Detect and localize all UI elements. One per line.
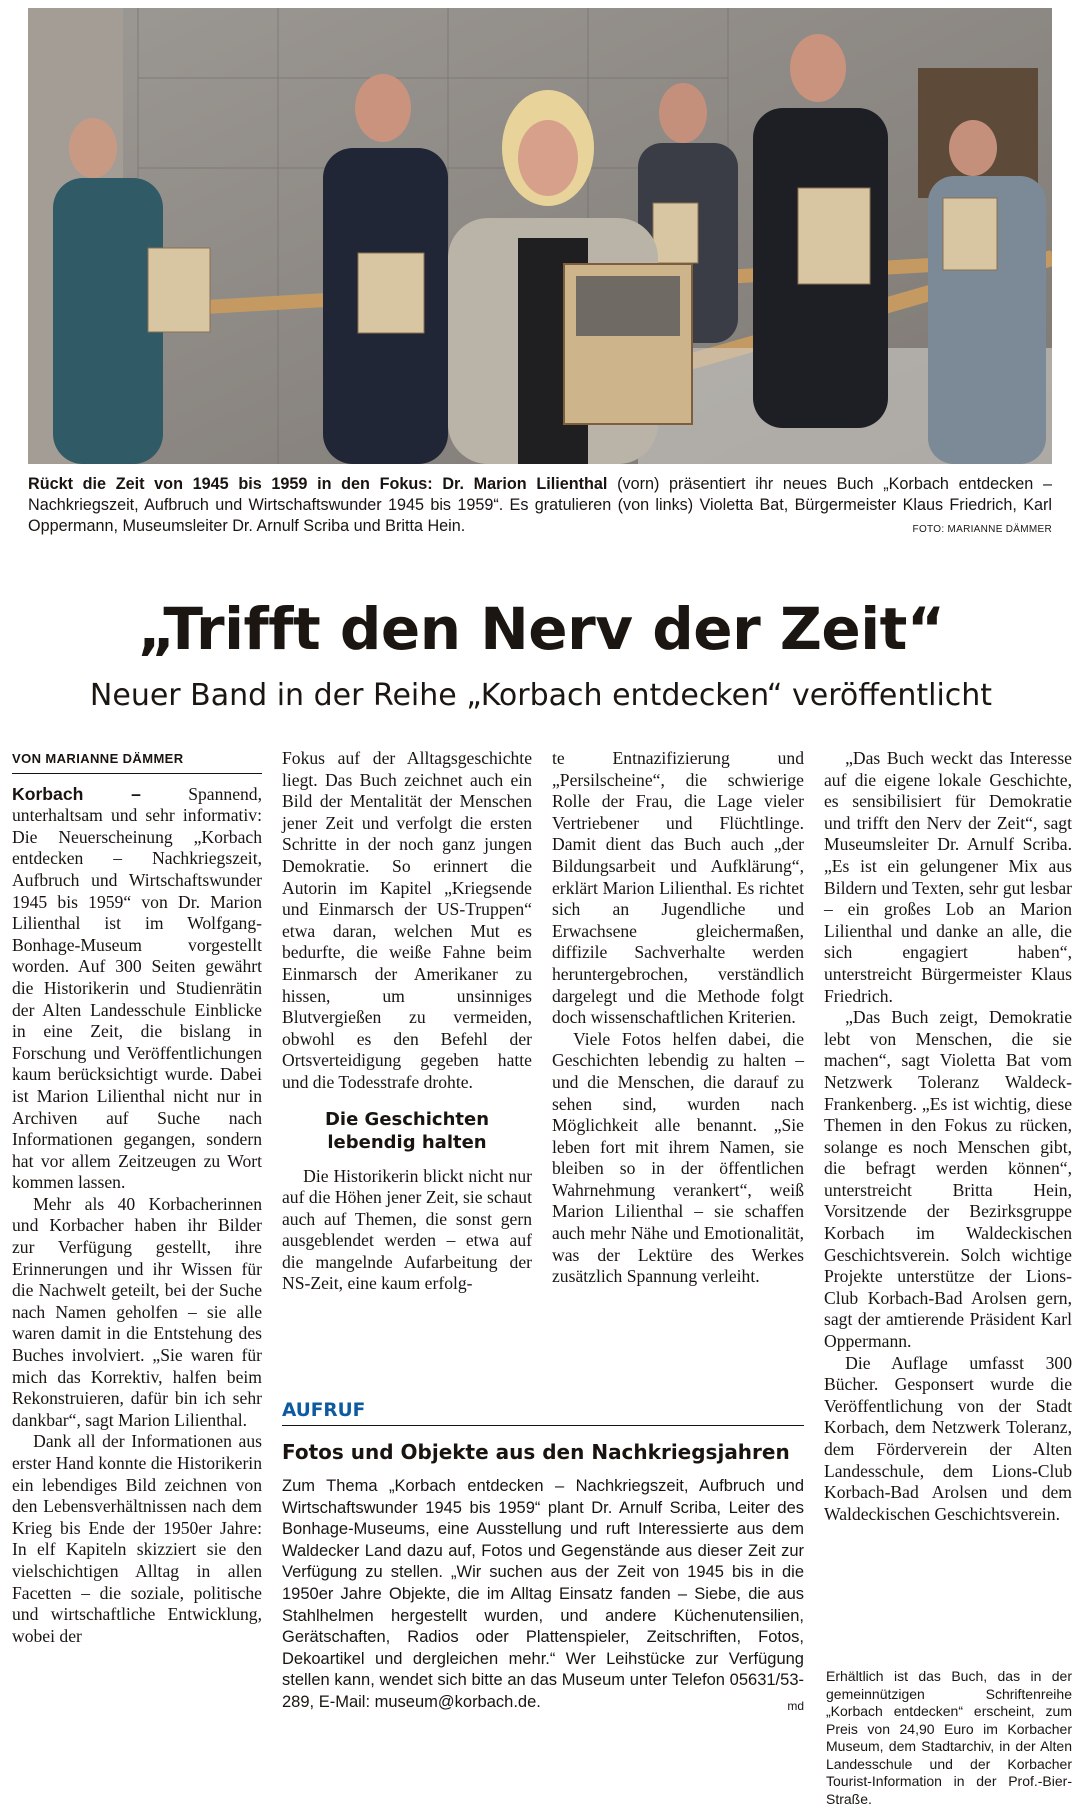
byline: VON MARIANNE DÄMMER: [12, 748, 262, 774]
aufruf-text: Zum Thema „Korbach entdecken – Nachkriegszeit, Aufbruch und Wirtschaftswunder 1945 bis 1959“ plant Dr. Arnulf Scriba, Leiter des Bonhage-Museums, eine Ausstellung und ruft Interessierte aus dem Waldecker Land dazu auf, Fotos und Gegenstände aus dieser Zeit zur Verfügung zu stellen. „Wir suchen aus der Zeit von 1945 bis in die 1950er Jahre Objekte, die im Alltag Einsatz fanden – Siebe, die aus Stahlhelmen hergestellt wurden, und andere Küchenutensilien, Gerätschaften, Radios oder Plattenspieler, Zeitschriften, Fotos, Dekoartikel und dergleichen mehr.“ Wer Leihstücke zur Verfügung stellen kann, wendet sich bitte an das Museum unter Telefon 05631/53-289, E-Mail: museum@korbach.de.: [282, 1477, 804, 1711]
caption-lead: Rückt die Zeit von 1945 bis 1959 in den Fokus: Dr. Marion Lilienthal: [28, 475, 608, 493]
article-paragraph: Dank all der Informationen aus erster Hand konnte die Historikerin ein lebendiges Bild zeichnen von den Lebensverhältnissen nach dem Krieg bis Ende der 1950er Jahre: In elf Kapiteln skizziert sie den vielschichtigen Alltag in allen Facetten – die soziale, politische und wirtschaftliche Entwicklung, wobei der: [12, 1431, 262, 1646]
paragraph-text: Spannend, unterhaltsam und sehr informativ: Die Neuerscheinung „Korbach entdecken – Nachkriegszeit, Aufbruch und Wirtschaftswunder 1945 bis 1959“ von Dr. Marion Lilienthal ist im Wolfgang-Bonhage-Museum vorgestellt worden. Auf 300 Seiten gewährt die Historikerin und Studienrätin der Alten Landesschule Einblicke in eine Zeit, die bislang in Forschung und Veröffentlichungen kaum berücksichtigt wurde. Dabei ist Marion Lilienthal nicht nur in Archiven auf Suche nach Informationen gegangen, sondern hat vor allem Zeitzeugen zu Wort kommen lassen.: [12, 783, 262, 1193]
headline: „Trifft den Nerv der Zeit“: [137, 595, 945, 663]
photo-credit: FOTO: MARIANNE DÄMMER: [912, 524, 1052, 535]
article-column-4: [824, 748, 1072, 1525]
photo-caption: [28, 474, 1052, 540]
article-column-3: [552, 748, 804, 1288]
aufruf-title: Fotos und Objekte aus den Nachkriegsjahren: [282, 1440, 790, 1464]
article-paragraph: te Entnazifizierung und „Persilscheine“, die schwierige Rolle der Frau, die Lage vieler Vertriebener und Flüchtlinge. Damit dient das Buch auch „der Bildungsarbeit und Aufklärung“, erklärt Marion Lilienthal. Es richtet sich an Jugendliche und Erwachsene gleichermaßen, diffizile Sachverhalte werden heruntergebrochen, verständlich dargelegt und die Methode folgt doch wissenschaftlichen Kriterien.: [552, 748, 804, 1028]
aufruf-body: [282, 1476, 804, 1714]
article-paragraph: Die Historikerin blickt nicht nur auf die Höhen jener Zeit, sie schaut auch auf Themen, die sonst gern ausgeblendet werden – etwa auf die mangelnde Aufarbeitung der NS-Zeit, eine kaum erfolg-: [282, 1165, 532, 1294]
article-paragraph: Fokus auf der Alltagsgeschichte liegt. Das Buch zeichnet auch ein Bild der Mentalität der Menschen jener Zeit und verfolgt die ersten Schritte in der noch ganz jungen Demokratie. So erinnert die Autorin im Kapitel „Kriegsende und Einmarsch der US-Truppen“ etwa daran, welchen Mut es bedurfte, die weiße Fahne beim Einmarsch der Amerikaner zu hissen, um unsinniges Blutvergießen zu vermeiden, obwohl es den Befehl der Ortsverteidigung gegeben hatte und die Todesstrafe drohte.: [282, 748, 532, 1092]
article-column-2: [282, 748, 532, 1295]
section-subhead: Die Geschichten lebendig halten: [324, 1108, 490, 1153]
article-paragraph: „Das Buch weckt das Interesse auf die eigene lokale Geschichte, es sensibilisiert für Demokratie und trifft den Nerv der Zeit“, sagt Museumsleiter Dr. Arnulf Scriba. „Es ist ein gelungener Mix aus Bildern und Texten, sehr gut lesbar – ein großes Lob an Marion Lilienthal und danke an alle, die sich engagiert haben“, unterstreicht Bürgermeister Klaus Friedrich.: [824, 748, 1072, 1006]
article-paragraph: Mehr als 40 Korbacherinnen und Korbacher haben ihr Bilder zur Verfügung gestellt, ihre Erinnerungen und ihr Wissen für die Nachwelt geteilt, bei der Suche nach Namen geholfen – sie alle waren damit in die Entstehung des Buches involviert. „Sie waren für mich das Korrektiv, halfen beim Rekonstruieren, dafür bin ich sehr dankbar“, sagt Marion Lilienthal.: [12, 1193, 262, 1430]
article-paragraph: [12, 784, 262, 1194]
dateline: Korbach –: [12, 783, 141, 804]
group-photo-image: [28, 8, 1052, 464]
article-column-1: [12, 748, 262, 1647]
article-paragraph: „Das Buch zeigt, Demokratie lebt von Menschen, die sie machen“, sagt Violetta Bat vom Netzwerk Toleranz Waldeck-Frankenberg. „Es ist wichtig, diese Themen in den Fokus zu rücken, solange es noch Menschen gibt, die befragt werden können“, unterstreicht Britta Hein, Vorsitzende der Bezirksgruppe Korbach im Waldeckischen Geschichtsverein. Solch wichtige Projekte unterstütze der Lions-Club Korbach-Bad Arolsen gern, sagt der amtierende Präsident Karl Oppermann.: [824, 1007, 1072, 1352]
subheadline: Neuer Band in der Reihe „Korbach entdecken“ veröffentlicht: [89, 678, 993, 713]
article-paragraph: Die Auflage umfasst 300 Bücher. Gesponsert wurde die Veröffentlichung von der Stadt Korbach, dem Netzwerk Toleranz, dem Förderverein der Alten Landesschule, dem Lions-Club Korbach-Bad Arolsen und dem Waldeckischen Geschichtsverein.: [824, 1352, 1072, 1524]
photo-illustration: [28, 8, 1052, 464]
caption-text: (vorn) präsentiert ihr neues Buch „Korbach entdecken – Nachkriegszeit, Aufbruch und Wirtschaftswunder 1945 bis 1959“. Es gratulieren (von links) Violetta Bat, Bürgermeister Klaus Friedrich, Karl Oppermann, Museumsleiter Dr. Arnulf Scriba und Britta Hein.: [28, 475, 1052, 535]
availability-info: Erhältlich ist das Buch, das in der gemeinnützigen Schriftenreihe „Korbach entdecken“ erscheint, zum Preis von 24,90 Euro im Korbacher Museum, dem Stadtarchiv, in der Alten Landesschule und der Korbacher Tourist-Information in der Prof.-Bier-Straße.: [826, 1668, 1072, 1807]
aufruf-kicker: AUFRUF: [282, 1400, 804, 1426]
article-paragraph: Viele Fotos helfen dabei, die Geschichten lebendig zu halten – und die Menschen, die darauf zu sehen sind, wurden nach Möglichkeit alle benannt. „Sie leben fort mit ihrem Namen, sie bleiben so in der öffentlichen Wahrnehmung verankert“, weiß Marion Lilienthal – sie schaffen auch mehr Nähe und Emotionalität, was der Lektüre des Werkes zusätzlich Spannung verleiht.: [552, 1028, 804, 1287]
aufruf-box: [282, 1400, 804, 1718]
author-signature: md: [787, 1698, 804, 1713]
